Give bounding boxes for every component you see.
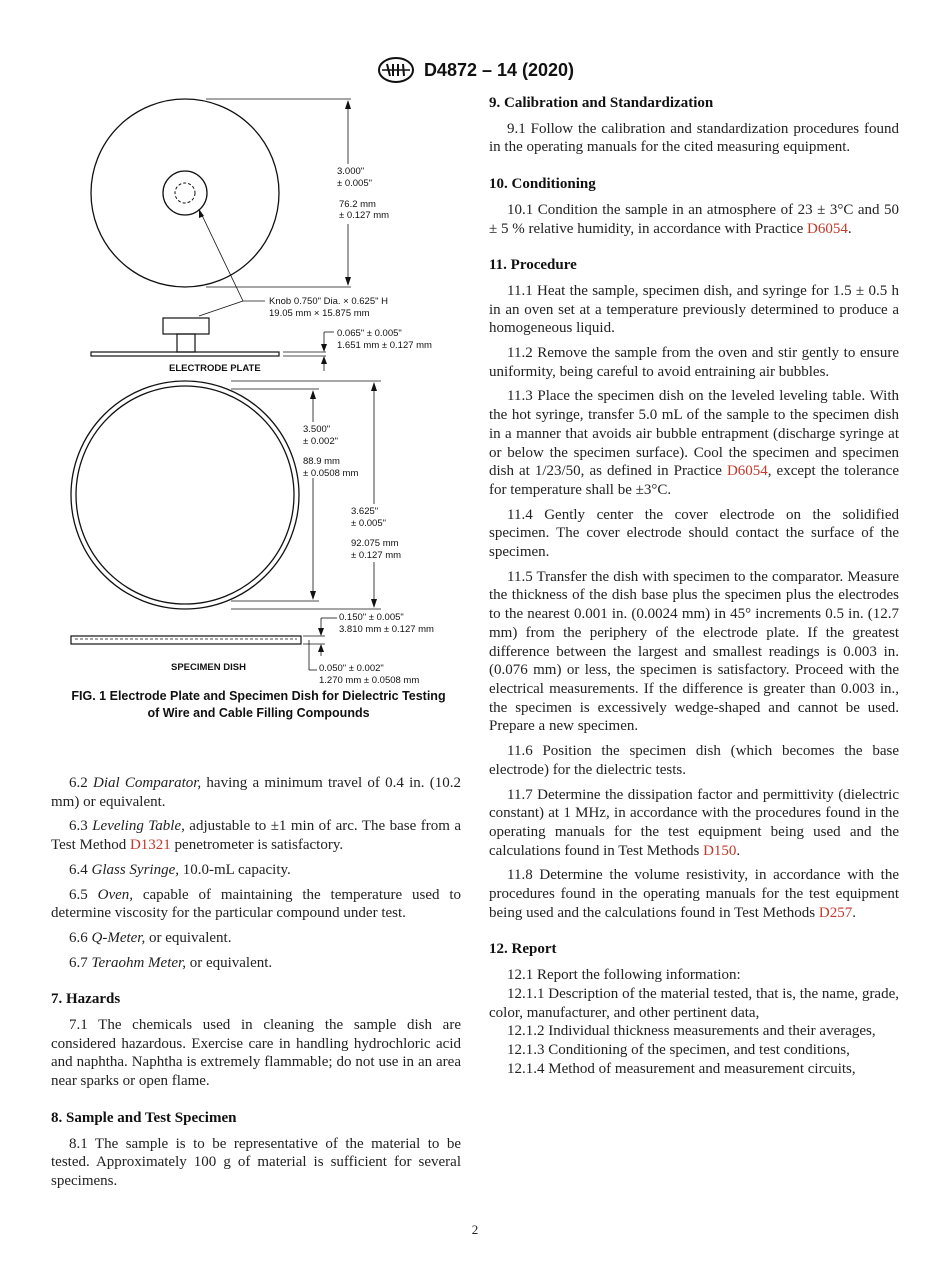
- specimen-dish-outer: [71, 381, 299, 609]
- specimen-dish-inner: [76, 386, 294, 604]
- para-6-6: 6.6 Q-Meter, or equivalent.: [69, 929, 232, 946]
- section-11-heading: 11. Procedure: [489, 257, 577, 274]
- knob-top-view: [163, 171, 207, 215]
- astm-logo-icon: [376, 56, 416, 84]
- para-8-1: 8.1 The sample is to be representative of the material to be tested. Approximately 100 g of material is sufficient for several specimens.: [51, 1135, 461, 1189]
- left-column: [51, 774, 461, 1197]
- label-3625: 3.625": [351, 506, 379, 517]
- label-3000: 3.000": [337, 166, 365, 177]
- label-92075: 92.075 mm: [351, 538, 399, 549]
- caption-line-1: FIG. 1 Electrode Plate and Specimen Dish for Dielectric Testing: [71, 689, 446, 703]
- para-12-1-2: 12.1.2 Individual thickness measurements and their averages,: [507, 1023, 876, 1040]
- link-d150[interactable]: D150: [703, 842, 737, 859]
- specimen-dish-side-view: [71, 636, 301, 644]
- electrode-plate-top-view: [91, 99, 279, 287]
- label-tol-0005-b: ± 0.005": [351, 518, 386, 529]
- para-11-7: 11.7 Determine the dissipation factor and permittivity (dielectric constant) at 1 MHz, in accordance with the procedures found in the operating manuals for the test equipment being used and the calculations found in Test Methods D150.: [489, 786, 899, 859]
- label-plate-thick-mm: 1.651 mm ± 0.127 mm: [337, 340, 432, 351]
- label-specimen-dish: SPECIMEN DISH: [171, 662, 246, 673]
- label-tol-0005: ± 0.005": [337, 178, 372, 189]
- label-knob-mm: 19.05 mm × 15.875 mm: [269, 308, 370, 319]
- label-tol-0002: ± 0.002": [303, 436, 338, 447]
- electrode-plate-side-view: [91, 352, 279, 356]
- label-3500: 3.500": [303, 424, 331, 435]
- section-8-heading: 8. Sample and Test Specimen: [51, 1109, 237, 1126]
- right-column: [489, 94, 899, 1078]
- label-dish-depth-mm: 3.810 mm ± 0.127 mm: [339, 624, 434, 635]
- label-dish-base-mm: 1.270 mm ± 0.0508 mm: [319, 675, 420, 686]
- document-designation: D4872 – 14 (2020): [423, 59, 575, 80]
- page-number: 2: [471, 1222, 479, 1237]
- para-11-6: 11.6 Position the specimen dish (which becomes the base electrode) for the dielectric tests.: [489, 743, 899, 778]
- para-7-1: 7.1 The chemicals used in cleaning the sample dish are considered hazardous. Exercise care in handling hydrochloric acid and naphtha. Naphtha is extremely flammable; do not use in an area near sparks or open flame.: [51, 1017, 461, 1090]
- label-762: 76.2 mm: [339, 199, 376, 210]
- label-dish-base-in: 0.050" ± 0.002": [319, 663, 384, 674]
- link-d6054-2[interactable]: D6054: [726, 463, 768, 480]
- para-6-7: 6.7 Teraohm Meter, or equivalent.: [69, 954, 273, 971]
- para-11-5: 11.5 Transfer the dish with specimen to the comparator. Measure the thickness of the dish base plus the specimen plus the electrodes to the nearest 0.001 in. (0.0024 mm) in 45° increments 0.5 in. (12.7 mm) from the periphery of the electrode plate. If the greatest difference between the largest and smallest readings is 0.003 in. (0.076 mm) or less, the specimen is satisfactory. Proceed with the electrical measurements. If the difference is greater than 0.003 in., the specimen is excessively wedge-shaped and cannot be used. Prepare a new specimen.: [489, 568, 899, 735]
- para-11-2: 11.2 Remove the sample from the oven and stir gently to ensure uniformity, being careful to avoid entraining air bubbles.: [489, 345, 899, 380]
- para-6-4: 6.4 Glass Syringe, 10.0-mL capacity.: [69, 861, 291, 878]
- label-plate-thick-in: 0.065" ± 0.005": [337, 328, 402, 339]
- section-9-heading: 9. Calibration and Standardization: [489, 95, 714, 111]
- knob-hidden-outline: [175, 183, 195, 203]
- para-11-3: 11.3 Place the specimen dish on the leveled leveling table. With the hot syringe, transfer 5.0 mL of the sample to the specimen dish in a manner that avoids air bubble entrapment (discharge syringe at or below the specimen surface). Cool the specimen and specimen dish at 1/23/50, as defined in Practice D6054, except the tolerance for temperature shall be ±3°C.: [489, 388, 899, 498]
- para-12-1-4: 12.1.4 Method of measurement and measurement circuits,: [507, 1060, 856, 1077]
- para-12-1-3: 12.1.3 Conditioning of the specimen, and test conditions,: [507, 1041, 850, 1058]
- figure-caption: [51, 688, 466, 721]
- section-10-heading: 10. Conditioning: [489, 176, 596, 193]
- page-header: [0, 56, 950, 84]
- label-electrode-plate: ELECTRODE PLATE: [169, 363, 261, 374]
- para-11-1: 11.1 Heat the sample, specimen dish, and syringe for 1.5 ± 0.5 h in an oven set at a temperature previously determined to produce a homogeneous liquid.: [489, 282, 899, 337]
- label-knob-in: Knob 0.750" Dia. × 0.625" H: [269, 296, 388, 307]
- figure-1: [51, 96, 466, 726]
- para-12-1: 12.1 Report the following information:: [507, 967, 741, 984]
- link-d6054[interactable]: D6054: [806, 220, 848, 237]
- para-10-1: 10.1 Condition the sample in an atmosphere of 23 ± 3°C and 50 ± 5 % relative humidity, in accordance with Practice D6054.: [489, 201, 899, 237]
- section-12-heading: 12. Report: [489, 941, 557, 958]
- caption-line-2: of Wire and Cable Filling Compounds: [147, 705, 370, 720]
- label-tol-0127: ± 0.127 mm: [339, 210, 390, 221]
- label-889: 88.9 mm: [303, 456, 340, 467]
- para-11-8: 11.8 Determine the volume resistivity, in accordance with the procedures found in the operating manuals for the test equipment being used and the calculations found in Test Methods D257.: [489, 867, 899, 921]
- para-6-5: 6.5 Oven, capable of maintaining the temperature used to determine viscosity for the particular compound under test.: [51, 886, 462, 922]
- para-12-1-1: 12.1.1 Description of the material tested, that is, the name, grade, color, manufacturer, and other pertinent data,: [489, 985, 899, 1021]
- para-6-3: 6.3 Leveling Table, adjustable to ±1 min of arc. The base from a Test Method D1321 penetrometer is satisfactory.: [51, 818, 461, 854]
- knob-side-view: [163, 318, 209, 334]
- link-d257[interactable]: D257: [818, 904, 853, 921]
- label-dish-depth-in: 0.150" ± 0.005": [339, 612, 404, 623]
- link-d1321[interactable]: D1321: [129, 837, 171, 854]
- para-11-4: 11.4 Gently center the cover electrode on the solidified specimen. The cover electrode should contact the surface of the specimen.: [489, 506, 899, 561]
- label-tol-00508: ± 0.0508 mm: [303, 468, 359, 479]
- section-7-heading: 7. Hazards: [51, 991, 121, 1008]
- figure-drawing: [51, 96, 466, 686]
- para-6-2: 6.2 Dial Comparator, having a minimum travel of 0.4 in. (10.2 mm) or equivalent.: [51, 775, 462, 810]
- label-tol-0127-b: ± 0.127 mm: [351, 550, 402, 561]
- para-9-1: 9.1 Follow the calibration and standardization procedures found in the operating manuals for the cited measuring equipment.: [489, 120, 899, 156]
